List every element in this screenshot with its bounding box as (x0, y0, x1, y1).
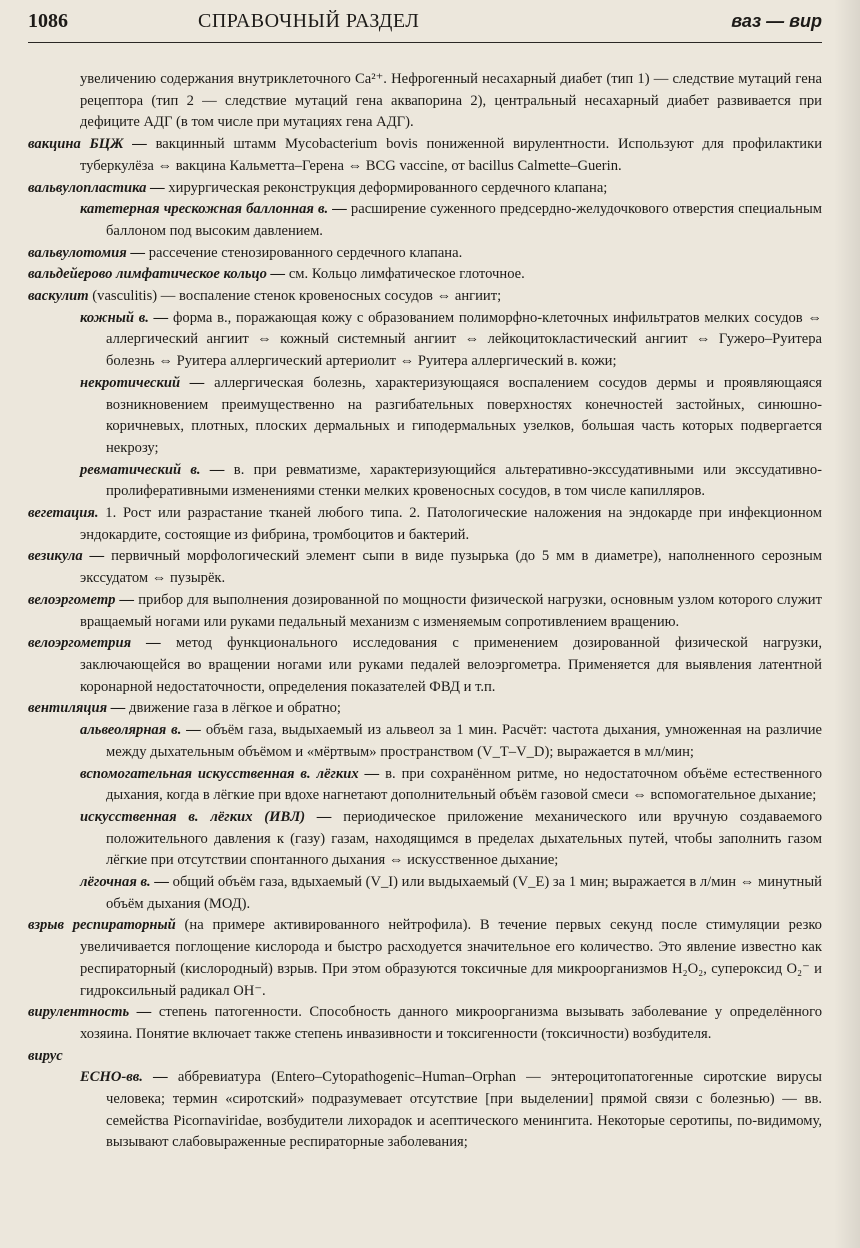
entry-definition: движение газа в лёгкое и обратно; (129, 700, 341, 717)
page-header (28, 10, 822, 43)
entry-term: вакцина БЦЖ — (28, 136, 147, 153)
entry-term: искусственная в. лёгких (ИВЛ) — (80, 808, 332, 825)
dictionary-entry (28, 807, 822, 872)
entry-definition: рассечение стенозированного сердечного клапана. (148, 244, 463, 261)
entry-definition: общий объём газа, вдыхаемый (V_I) или выдыхаемый (V_E) за 1 мин; выражается в л/мин ⇔ минутный объём дыхания (МОД). (106, 874, 822, 912)
entry-definition: вакцинный штамм Mycobacterium bovis пониженной вирулентности. Используют для профилактики туберкулёза ⇔ вакцина Кальметта–Герена ⇔ BCG vaccine, от bacillus Calmette–Guerin. (80, 136, 822, 174)
dictionary-entry (28, 308, 822, 373)
entry-definition: см. Кольцо лимфатическое глоточное. (288, 266, 525, 283)
entry-term: лёгочная в. — (80, 874, 169, 891)
entry-definition: объём газа, выдыхаемый из альвеол за 1 мин. Расчёт: частота дыхания, умноженная на различие между дыхательным объёмом и «мёртвым» пространством (V_T–V_D); выражается в мл/мин; (106, 722, 823, 760)
entry-term: кожный в. — (80, 309, 169, 326)
dictionary-entry (28, 178, 822, 200)
entry-term: ECHO-вв. — (80, 1069, 168, 1086)
entry-definition: (на примере активированного нейтрофила). В течение первых секунд после стимуляции резко увеличивается поглощение кислорода и быстро расходуется значительное его количество. Это явление известно как респираторный (кислородный) взрыв. При этом образуются токсичные для микроорганизмов H₂O₂, супероксид O₂⁻ и гидроксильный радикал OH⁻. (80, 917, 822, 999)
dictionary-entry (28, 633, 822, 698)
entry-term: вирус (28, 1047, 63, 1064)
entry-definition: хирургическая реконструкция деформированного сердечного клапана; (168, 179, 608, 196)
dictionary-entry (28, 1002, 822, 1045)
dictionary-entry (28, 503, 822, 546)
dictionary-entry (28, 1046, 822, 1068)
dictionary-entry (28, 698, 822, 720)
dictionary-entry (28, 720, 822, 763)
entry-term: взрыв респираторный (28, 917, 176, 934)
entry-term: альвеолярная в. — (80, 722, 201, 739)
dictionary-entry (28, 546, 822, 589)
dictionary-entry (28, 764, 822, 807)
entry-term: вальдейерово лимфатическое кольцо — (28, 266, 286, 283)
entry-definition: метод функционального исследования с применением дозированной физической нагрузки, заключающейся во вращении ногами или руками педалей велоэргометра. Применяется для выявления латентной коронарной недостаточности, определения показателей ФВД и т.п. (80, 635, 822, 695)
entry-term: вирулентность — (28, 1004, 152, 1021)
entry-range: ваз — вир (731, 11, 822, 31)
entry-definition: прибор для выполнения дозированной по мощности физической нагрузки, основным узлом которого служит вращаемый ногами или руками педальный механизм с изменяемым сопротивлением вращению. (80, 591, 822, 630)
dictionary-entry (28, 1067, 822, 1154)
dictionary-entry (28, 373, 822, 460)
entry-definition: увеличению содержания внутриклеточного Ca²⁺. Нефрогенный несахарный диабет (тип 1) — следствие мутаций гена рецептора (тип 2 — следствие мутаций гена аквапорина 2), центральный несахарный диабет развивается при дефиците АДГ (в том числе при мутациях гена АДГ). (80, 71, 822, 131)
entry-definition: расширение суженного предсердно-желудочкового отверстия специальным баллоном под высоким давлением. (106, 201, 822, 239)
page-edge-shadow (834, 0, 860, 1248)
dictionary-entry (28, 243, 822, 265)
entry-term: вегетация. (28, 505, 99, 522)
entries-list (28, 69, 822, 1154)
entry-term: велоэргометр — (28, 591, 135, 608)
entry-term: вальвулопластика — (28, 179, 165, 196)
entry-definition: аллергическая болезнь, характеризующаяся воспалением сосудов дермы и проявляющаяся возникновением преимущественно на разгибательных поверхностях конечностей застойных, синюшно-коричневых, плотных, плоских дермальных и гиподермальных узелков, большая часть которых подвергается некрозу; (106, 374, 822, 456)
entry-term: вентиляция — (28, 700, 126, 717)
entry-definition: в. при сохранённом ритме, но недостаточном объёме естественного дыхания, когда в лёгкие при вдохе нагнетают дополнительный объём газовой смеси ⇔ вспомогательное дыхание; (106, 765, 822, 804)
entry-definition: (vasculitis) — воспаление стенок кровеносных сосудов ⇔ ангиит; (92, 288, 502, 305)
dictionary-entry (28, 199, 822, 242)
dictionary-entry (28, 134, 822, 177)
entry-definition: форма в., поражающая кожу с образованием полиморфно-клеточных инфильтратов мелких сосудов ⇔ аллергический ангиит ⇔ кожный системный ангиит ⇔ лейкоцитокластический ангиит ⇔ Гужеро–Руитера болезнь ⇔ Руитера аллергический артериолит ⇔ Руитера аллергический в. кожи; (106, 309, 822, 370)
dictionary-entry (28, 915, 822, 1002)
entry-definition: в. при ревматизме, характеризующийся альтеративно-экссудативными или экссудативно-пролиферативными изменениями стенки мелких кровеносных сосудов, в том числе капилляров. (106, 461, 823, 500)
entry-term: вспомогательная искусственная в. лёгких — (80, 765, 380, 782)
entry-term: велоэргометрия — (28, 635, 161, 652)
entry-definition: 1. Рост или разрастание тканей любого типа. 2. Патологические наложения на эндокарде при инфекционном эндокардите, состоящие из фибрина, тромбоцитов и бактерий. (80, 505, 822, 543)
entry-term: васкулит (28, 288, 89, 305)
entry-definition: аббревиатура (Entero–Cytopathogenic–Human–Orphan — энтероцитопатогенные сиротские вирусы человека; термин «сиротский» подразумевает отсутствие [при выделении] прямой связи с болезнью) — вв. семейства Picornaviridae, возбудители лихорадок и асептического менингита. Некоторые серотипы, по-видимому, вызывают слабовыраженные респираторные заболевания; (106, 1069, 822, 1151)
entry-term: вальвулотомия — (28, 244, 146, 261)
dictionary-entry (28, 590, 822, 633)
entry-term: ревматический в. — (80, 461, 225, 478)
entry-term: некротический — (80, 374, 205, 391)
running-title: СПРАВОЧНЫЙ РАЗДЕЛ (198, 10, 420, 32)
dictionary-entry (28, 286, 822, 308)
entry-definition: первичный морфологический элемент сыпи в виде пузырька (до 5 мм в диаметре), наполненного серозным экссудатом ⇔ пузырёк. (80, 548, 823, 587)
dictionary-entry (28, 264, 822, 286)
page-number: 1086 (28, 10, 68, 32)
dictionary-entry (28, 872, 822, 915)
entry-term: везикула — (28, 548, 105, 565)
entry-definition: периодическое приложение механического или вручную создаваемого положительного давления к (газу) газам, находящимся в пределах дыхательных путей, чтобы заполнить газом лёгкие при отсутствии спонтанного дыхания ⇔ искусственное дыхание; (106, 808, 822, 869)
dictionary-entry (28, 69, 822, 134)
dictionary-entry (28, 460, 822, 503)
entry-definition: степень патогенности. Способность данного микроорганизма вызывать заболевание у определённого хозяина. Понятие включает также степень инвазивности и токсигенности (токсичности) возбудителя. (80, 1004, 822, 1042)
entry-term: катетерная чрескожная баллонная в. — (80, 201, 347, 218)
